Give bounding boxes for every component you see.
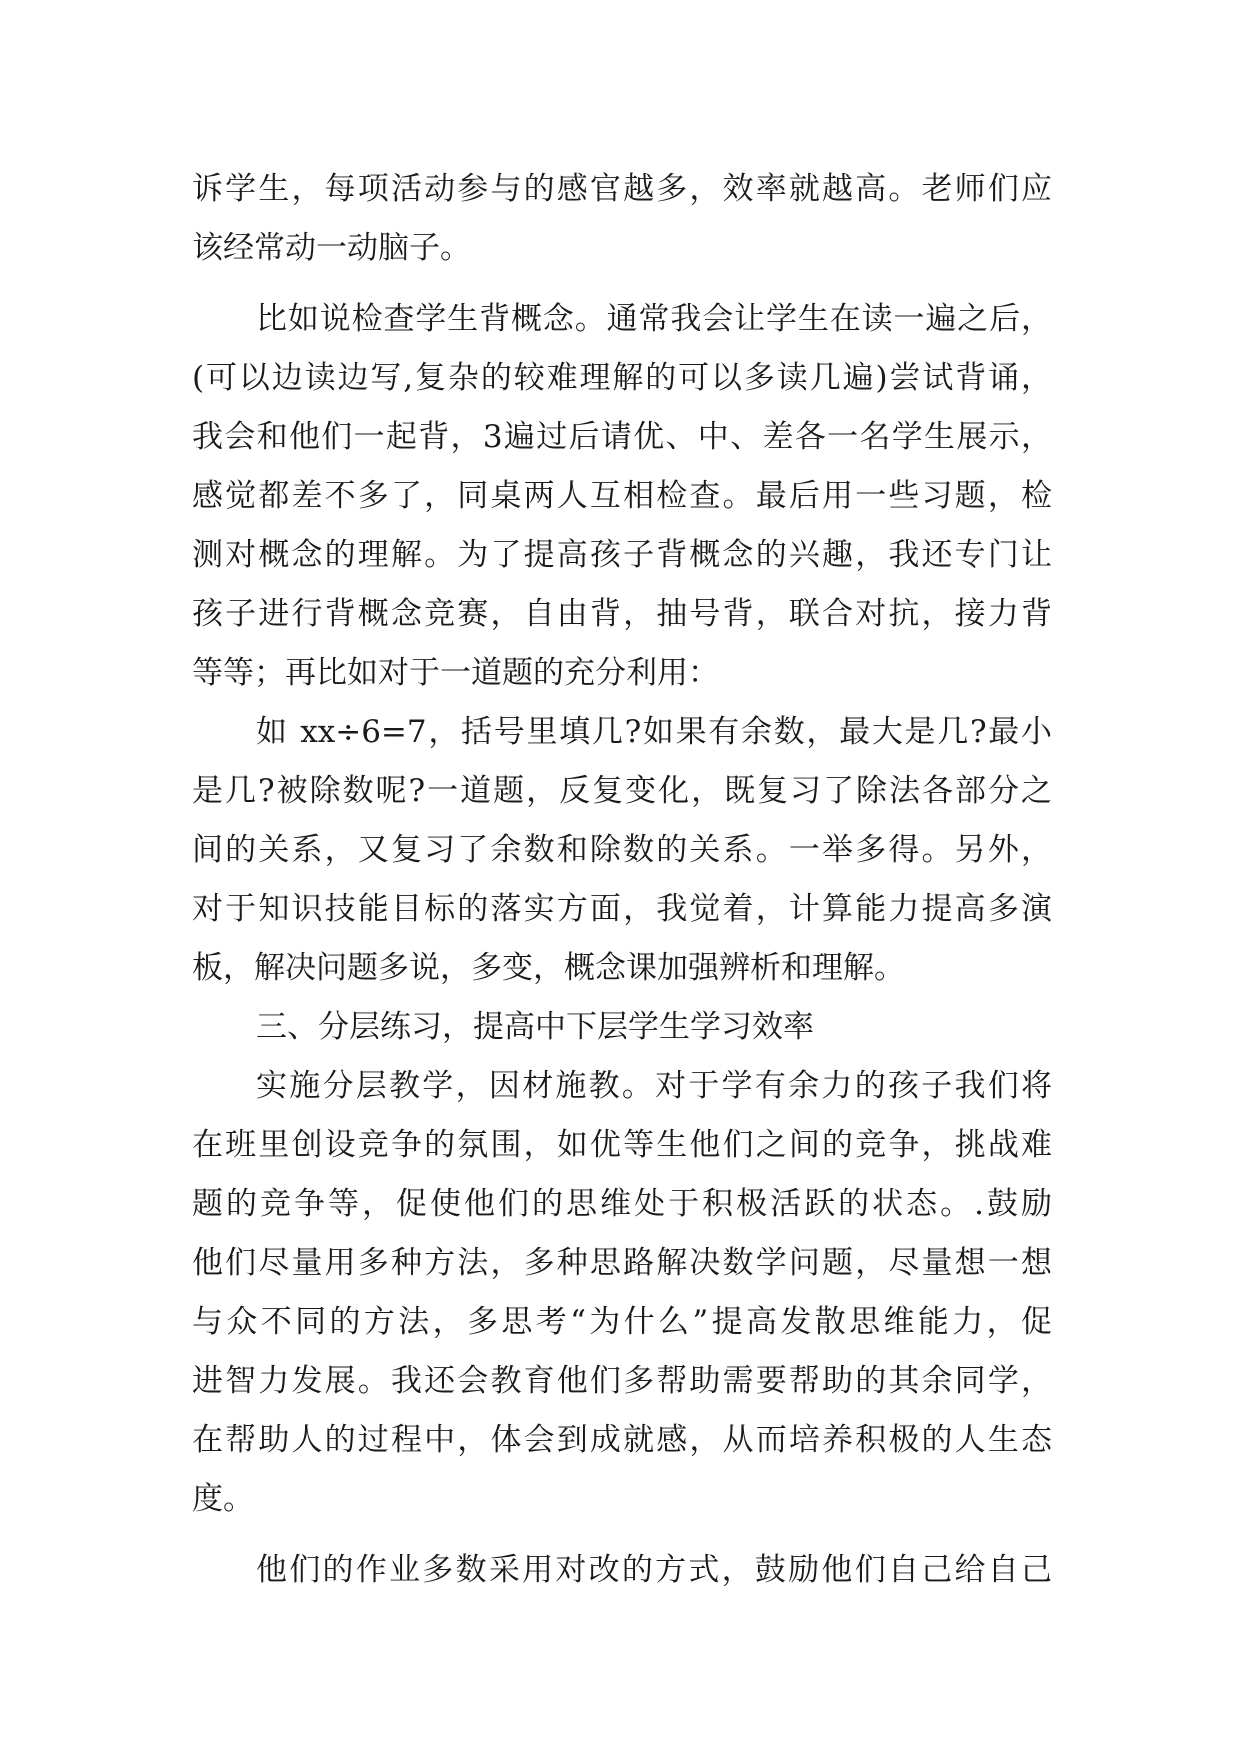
section-heading: 三、分层练习，提高中下层学生学习效率 (256, 1009, 814, 1045)
text-line: 他们尽量用多种方法，多种思路解决数学问题，尽量想一想 (192, 1245, 1052, 1281)
text-line: 实施分层教学，因材施教。对于学有余力的孩子我们将 (256, 1068, 1052, 1104)
text-line: 诉学生，每项活动参与的感官越多，效率就越高。老师们应 (192, 171, 1052, 207)
text-line: 比如说检查学生背概念。通常我会让学生在读一遍之后， (256, 301, 1052, 337)
text-line: 间的关系，又复习了余数和除数的关系。一举多得。另外， (192, 832, 1052, 868)
text-line: 在帮助人的过程中，体会到成就感，从而培养积极的人生态 (192, 1422, 1052, 1458)
text-line: 在班里创设竞争的氛围，如优等生他们之间的竞争，挑战难 (192, 1127, 1052, 1163)
text-line: 是几?被除数呢?一道题，反复变化，既复习了除法各部分之 (192, 773, 1052, 809)
text-line: 该经常动一动脑子。 (192, 230, 471, 266)
text-line: 与众不同的方法，多思考“为什么”提高发散思维能力，促 (192, 1304, 1052, 1340)
text-line: 度。 (192, 1481, 254, 1517)
text-line: 题的竞争等，促使他们的思维处于积极活跃的状态。.鼓励 (192, 1186, 1052, 1222)
text-line: 如 xx÷6=7，括号里填几?如果有余数，最大是几?最小 (256, 714, 1052, 750)
text-line: 他们的作业多数采用对改的方式，鼓励他们自己给自己 (256, 1552, 1052, 1588)
text-line: 对于知识技能目标的落实方面，我觉着，计算能力提高多演 (192, 891, 1052, 927)
text-line: 进智力发展。我还会教育他们多帮助需要帮助的其余同学， (192, 1363, 1052, 1399)
text-line: 测对概念的理解。为了提高孩子背概念的兴趣，我还专门让 (192, 537, 1052, 573)
text-line: 板，解决问题多说，多变，概念课加强辨析和理解。 (192, 950, 905, 986)
text-line: 孩子进行背概念竞赛，自由背，抽号背，联合对抗，接力背 (192, 596, 1052, 632)
text-line: (可以边读边写,复杂的较难理解的可以多读几遍)尝试背诵， (192, 360, 1052, 396)
document-body (192, 160, 1052, 1600)
text-line: 等等；再比如对于一道题的充分利用： (192, 655, 719, 691)
text-line: 感觉都差不多了，同桌两人互相检查。最后用一些习题，检 (192, 478, 1052, 514)
text-line: 我会和他们一起背，3遍过后请优、中、差各一名学生展示， (192, 419, 1052, 455)
